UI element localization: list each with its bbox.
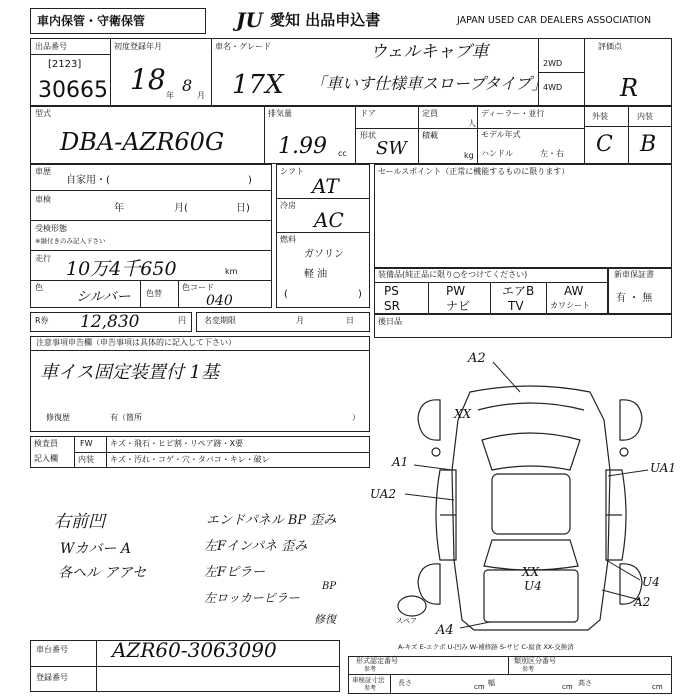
- capacity-unit: 人: [468, 119, 476, 128]
- mark-ua1: UA1: [650, 461, 677, 475]
- car-body-outline: [452, 386, 610, 630]
- comment-bp: BP: [322, 581, 337, 592]
- model-label: 車名・グレード: [215, 42, 271, 51]
- comment-left-1: 右前凹: [54, 512, 105, 532]
- repair-close: ）: [352, 413, 360, 422]
- inspection-label: 車検: [35, 195, 51, 204]
- fuel-diesel: 軽 油: [304, 269, 328, 280]
- width-unit: cm: [562, 683, 573, 691]
- category-number-label: 類別区分番号: [514, 657, 556, 665]
- displacement-label: 排気量: [268, 109, 292, 118]
- model-name: ウェルキャブ車: [370, 42, 489, 62]
- lot-label: 出品番号: [35, 42, 67, 51]
- checker-label1: 検査員: [34, 439, 58, 448]
- sales-point-label: セールスポイント（正常に機能するものに限ります）: [378, 167, 570, 176]
- equip-aw: AW: [564, 284, 584, 298]
- checker-fw-items: キズ・飛石・ヒビ割・リペア跡・X要: [110, 439, 244, 448]
- mileage-value: 10万4千650: [66, 258, 177, 280]
- chassis-label: 車台番号: [36, 645, 68, 654]
- category-number-sub: 参考: [522, 666, 535, 673]
- history-note: ※継付きのみ記入下さい: [35, 237, 106, 245]
- dealer-label: ディーラー・並行: [481, 109, 545, 118]
- name-change-label: 名変期限: [204, 316, 236, 325]
- color-label: 色: [35, 283, 43, 292]
- rating-score: R: [620, 74, 639, 102]
- warranty-value: 有 ・ 無: [616, 293, 653, 304]
- interior-score: B: [640, 132, 657, 157]
- drive-4wd: 4WD: [543, 83, 563, 92]
- mileage-unit: km: [225, 267, 238, 276]
- exterior-label: 外装: [592, 112, 608, 121]
- comment-right-4: 左ロッカーピラー: [204, 591, 300, 605]
- aircon-label: 冷房: [280, 201, 296, 210]
- rating-label: 評価点: [598, 42, 622, 51]
- type-label: 型式: [35, 109, 51, 118]
- storage-type: 車内保管・守衛保管: [37, 14, 146, 28]
- load-label: 積載: [422, 131, 438, 140]
- comment-left-2: Wカバー A: [60, 541, 131, 557]
- fuel-label: 燃料: [280, 235, 296, 244]
- notes-header: 注意事項申告欄（申告事項は具体的に記入して下さい）: [36, 338, 236, 347]
- name-change-day: 日: [346, 316, 354, 325]
- checker-label2: 記入欄: [34, 454, 58, 463]
- type-value: DBA-AZR60G: [60, 128, 225, 156]
- mark-a4: A4: [436, 623, 454, 638]
- model-year-label: モデル年式: [481, 130, 521, 139]
- door-label: ドア: [360, 109, 376, 118]
- color-value: シルバー: [76, 289, 131, 305]
- displacement-value: 1.99: [278, 134, 327, 159]
- form-title: 愛知 出品申込書: [270, 11, 381, 29]
- plate-size-label: 車検証寸法: [352, 676, 385, 684]
- registration-year-unit: 年: [166, 91, 174, 100]
- register-label: 登録番号: [36, 673, 68, 682]
- inspection-day-unit: 日): [236, 203, 250, 214]
- repair-value: 有（箇所: [110, 413, 142, 422]
- height-label: 高さ: [578, 679, 592, 687]
- registration-year: 18: [130, 63, 166, 96]
- checker-interior: 内装: [78, 455, 94, 464]
- aircon-value: AC: [314, 208, 344, 232]
- mark-a2-right: A2: [634, 595, 651, 609]
- shape-value: SW: [376, 138, 407, 159]
- comment-repair: 修復: [314, 613, 336, 626]
- lot-number: 30665: [38, 78, 108, 103]
- lot-code: [2123]: [48, 59, 82, 70]
- usage-label: 車歴: [35, 167, 51, 176]
- mark-xx-upper: XX: [454, 407, 472, 421]
- length-label: 長さ: [398, 679, 412, 687]
- form-number-sub: 参考: [364, 666, 377, 673]
- repair-label: 修復歴: [46, 413, 70, 422]
- inspection-year-unit: 年: [114, 203, 124, 214]
- transmission-label: シフト: [280, 167, 304, 176]
- car-windshield: [482, 433, 580, 470]
- drive-2wd: 2WD: [543, 59, 563, 68]
- mileage-label: 走行: [35, 254, 51, 263]
- usage-close: ): [248, 175, 252, 186]
- checker-fw: FW: [80, 439, 93, 448]
- equip-pw: PW: [446, 284, 466, 298]
- name-change-month: 月: [296, 316, 304, 325]
- model-grade: 「車いす仕様車スロープタイプ」: [310, 74, 548, 93]
- equip-seat: カワシート: [550, 301, 590, 310]
- equip-ps: PS: [384, 284, 399, 298]
- recycle-value: 12,830: [80, 312, 140, 332]
- wheel-front-right: [620, 400, 642, 440]
- length-unit: cm: [474, 683, 485, 691]
- registration-label: 初度登録年月: [114, 42, 162, 51]
- displacement-unit: cc: [338, 149, 347, 158]
- plate-size-sub: 参考: [364, 685, 377, 692]
- equipment-label: 装備品(純正品に限り○をつけてください): [378, 270, 528, 279]
- car-roof: [492, 474, 570, 534]
- checker-interior-items: キズ・汚れ・コゲ・穴・タバコ・キレ・破レ: [110, 455, 270, 464]
- fuel-close: ): [358, 289, 362, 300]
- registration-month: 8: [182, 76, 193, 95]
- mirror-right: [620, 448, 628, 456]
- wheel-front-left: [418, 400, 440, 440]
- color-code-value: 040: [206, 293, 233, 309]
- mark-xx-lower: XX: [522, 565, 540, 579]
- equip-sr: SR: [384, 299, 400, 313]
- mark-ua2: UA2: [370, 487, 397, 501]
- color-code-label: 色コード: [182, 283, 214, 292]
- comment-left-3: 各ヘル アアセ: [58, 565, 147, 581]
- capacity-label: 定員: [422, 109, 438, 118]
- warranty-label: 新車保証書: [614, 270, 654, 279]
- exterior-score: C: [596, 132, 613, 157]
- shape-label: 形状: [360, 131, 376, 140]
- mark-a1: A1: [392, 455, 409, 469]
- model-code: 17X: [232, 70, 284, 100]
- chassis-value: AZR60-3063090: [112, 638, 277, 662]
- usage-value: 自家用・(: [66, 175, 110, 186]
- transmission-value: AT: [312, 174, 339, 198]
- width-label: 幅: [488, 679, 495, 687]
- comment-right-3: 左Fピラー: [204, 565, 266, 580]
- mark-u4-center: U4: [524, 579, 542, 593]
- damage-legend: A-キズ E-エクボ U-凹み W-補修跡 S-サビ C-腐食 XX-交換済: [398, 643, 574, 651]
- handle-label: ハンドル: [481, 149, 513, 158]
- recycle-label: R券: [35, 316, 49, 325]
- spare-tire: [398, 596, 426, 616]
- equip-airbag: エアB: [502, 284, 535, 298]
- ju-logo: JU: [236, 8, 263, 32]
- fuel-open: (: [284, 289, 288, 300]
- history-label: 受検形態: [35, 224, 67, 233]
- spare-label: スペア: [396, 617, 417, 625]
- equip-tv: TV: [508, 299, 524, 313]
- color-change-label: 色替: [146, 289, 162, 298]
- recycle-unit: 円: [178, 316, 186, 325]
- form-number-label: 形式認定番号: [356, 657, 398, 665]
- car-hood: [478, 403, 584, 410]
- equip-navi: ナビ: [446, 299, 471, 313]
- height-unit: cm: [652, 683, 663, 691]
- comment-right-1: エンドパネル BP 歪み: [206, 513, 337, 528]
- rear-item-label: 後日品: [378, 317, 402, 326]
- load-unit: kg: [464, 151, 474, 160]
- mark-a2-top: A2: [468, 351, 486, 366]
- interior-label: 内装: [637, 112, 653, 121]
- mark-u4-right: U4: [642, 575, 660, 589]
- association-name: JAPAN USED CAR DEALERS ASSOCIATION: [457, 15, 652, 26]
- fuel-gasoline: ガソリン: [304, 249, 344, 260]
- comment-right-2: 左Fインパネ 歪み: [204, 539, 308, 554]
- notes-line1: 車イス固定装置付 1基: [40, 362, 219, 383]
- handle-value: 左・右: [540, 149, 564, 158]
- mirror-left: [432, 448, 440, 456]
- registration-month-unit: 月: [197, 91, 205, 100]
- inspection-month-unit: 月(: [174, 203, 188, 214]
